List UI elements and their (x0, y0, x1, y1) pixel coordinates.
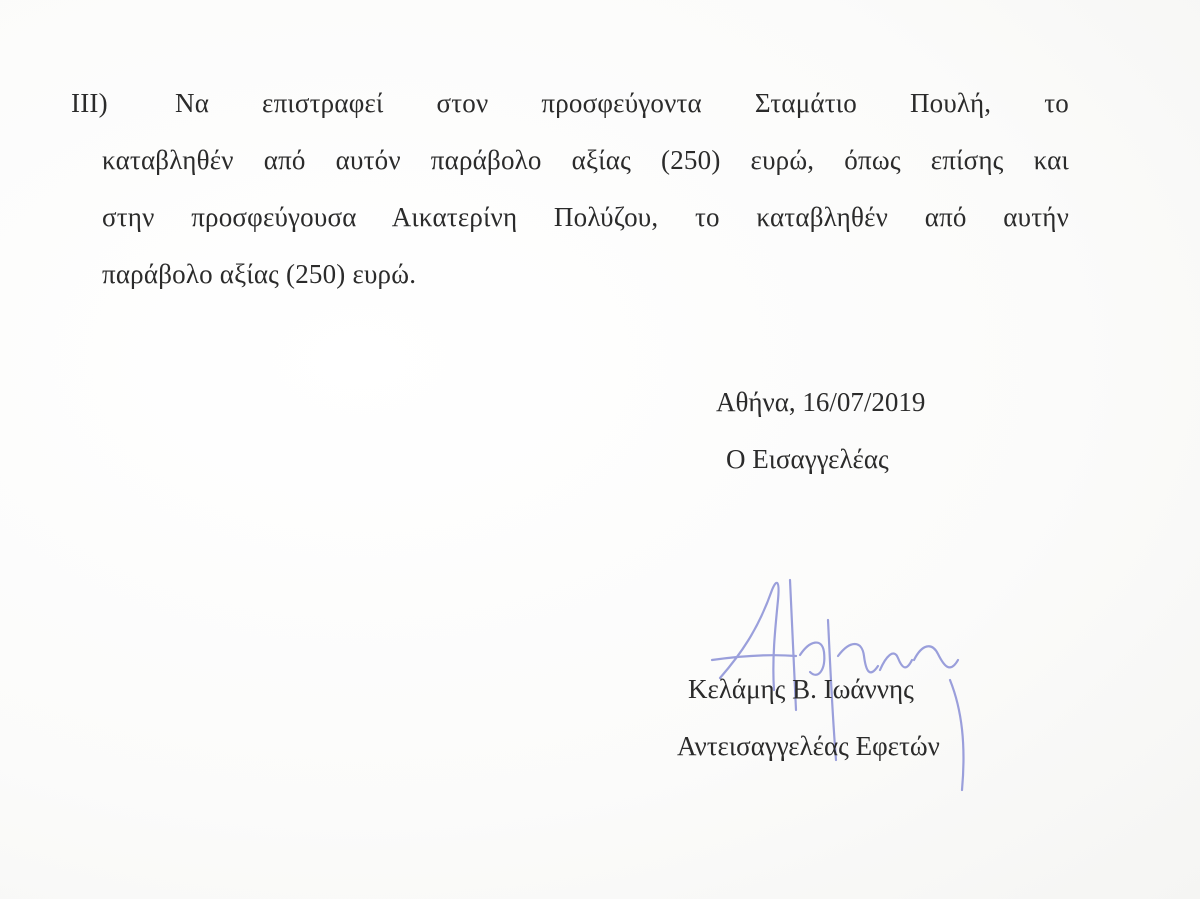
clause-line-1: Να επιστραφεί στον προσφεύγοντα Σταμάτιο Πουλή, το (175, 88, 1069, 118)
place-and-date: Αθήνα, 16/07/2019 (716, 387, 926, 417)
clause-line-2: καταβληθέν από αυτόν παράβολο αξίας (250) ευρώ, όπως επίσης και (102, 145, 1069, 175)
clause-line-4: παράβολο αξίας (250) ευρώ. (102, 259, 417, 289)
signer-name: Κελάμης Β. Ιωάννης (688, 674, 914, 704)
signer-title: Αντεισαγγελέας Εφετών (677, 731, 940, 761)
office-title: Ο Εισαγγελέας (726, 444, 889, 474)
clause-number: III) (71, 88, 108, 118)
clause-line-3: στην προσφεύγουσα Αικατερίνη Πολύζου, το καταβληθέν από αυτήν (102, 202, 1069, 232)
